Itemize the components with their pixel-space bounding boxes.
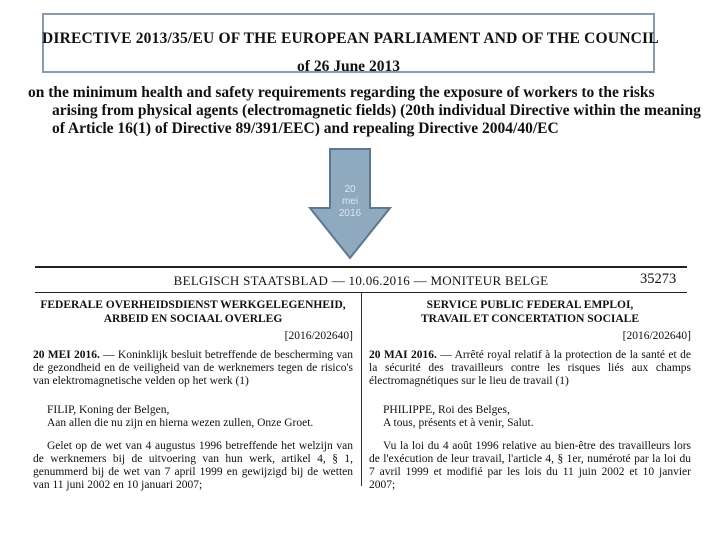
greeting-fr: A tous, présents et à venir, Salut. — [383, 417, 534, 429]
act-date-fr: 20 MAI 2016. — [369, 349, 437, 361]
act-title-fr — [369, 349, 691, 388]
considerans-nl: Gelet op de wet van 4 augustus 1996 betreffende het welzijn van de werknemers bij de uitvoering van hun werk, artikel 4, § 1, genummerd bij de wet van 7 april 1999 en gewijzigd bij de wetten van 11 juni 2002 en 10 januari 2007; — [33, 440, 353, 491]
directive-subject — [28, 84, 701, 138]
ministry-name-fr-line-1: SERVICE PUBLIC FEDERAL EMPLOI, — [426, 299, 634, 311]
directive-subject-line-3: of Article 16(1) of Directive 89/391/EEC) and repealing Directive 2004/40/EC — [52, 120, 559, 137]
act-date-nl: 20 MEI 2016. — [33, 349, 100, 361]
arrow-label-month: mei — [341, 196, 359, 207]
greeting-nl: Aan allen die nu zijn en hierna wezen zullen, Onze Groet. — [47, 417, 314, 429]
act-title-nl — [33, 349, 353, 388]
arrow-label-year: 2016 — [338, 208, 362, 219]
reference-number-nl: [2016/202640] — [284, 330, 353, 342]
gazette-page-number: 35273 — [640, 271, 677, 287]
act-text-nl: — Koninklijk besluit betreffende de bescherming van de gezondheid en de veiligheid van de werknemers tegen de risico's van elektromagnetische velden op het werk (1) — [33, 349, 354, 387]
dutch-column — [33, 298, 353, 492]
considerans-fr: Vu la loi du 4 août 1996 relative au bien-être des travailleurs lors de l'exécution de leur travail, l'article 4, § 1er, numéroté par la loi du 7 avril 1999 et modifié par les lois du 11 juin 2002 et 10 janvier 2007; — [369, 440, 691, 491]
ministry-name-fr-line-2: TRAVAIL ET CONCERTATION SOCIALE — [420, 313, 640, 325]
french-column — [369, 298, 691, 492]
directive-subject-line-2: arising from physical agents (electromagnetic fields) (20th individual Directive within the meaning — [52, 102, 701, 119]
directive-date: of 26 June 2013 — [297, 58, 400, 75]
column-divider — [361, 293, 362, 486]
arrow-label-day: 20 — [344, 184, 356, 195]
arrow-date-label — [330, 184, 370, 220]
act-text-fr: — Arrêté royal relatif à la protection de la santé et de la sécurité des travailleurs contre les risques liés aux champs électromagnétiques sur le lieu de travail (1) — [369, 349, 691, 387]
directive-title: DIRECTIVE 2013/35/EU OF THE EUROPEAN PARLIAMENT AND OF THE COUNCIL — [42, 30, 659, 47]
gazette-header: BELGISCH STAATSBLAD — 10.06.2016 — MONITEUR BELGE — [173, 273, 549, 288]
directive-subject-line-1: on the minimum health and safety requirements regarding the exposure of workers to the risks — [28, 84, 655, 101]
ministry-name-nl-line-2: ARBEID EN SOCIAAL OVERLEG — [103, 313, 283, 325]
king-line-nl: FILIP, Koning der Belgen, — [47, 404, 170, 416]
ministry-name-nl-line-1: FEDERALE OVERHEIDSDIENST WERKGELEGENHEID, — [40, 299, 346, 311]
reference-number-fr: [2016/202640] — [622, 330, 691, 342]
gazette-top-rule — [35, 266, 687, 268]
king-line-fr: PHILIPPE, Roi des Belges, — [383, 404, 510, 416]
